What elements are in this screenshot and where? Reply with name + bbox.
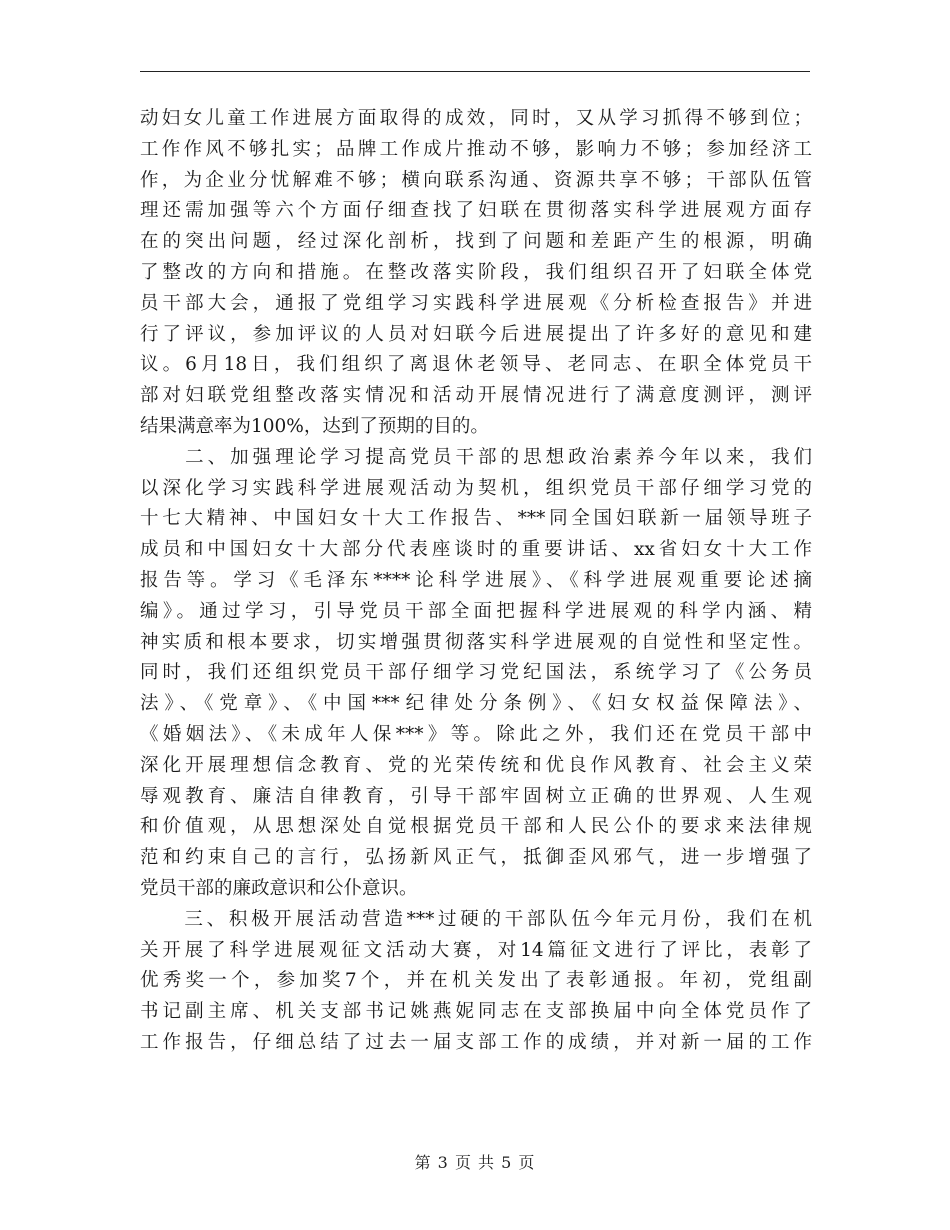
text-line: 以深化学习实践科学进展观活动为契机，组织党员干部仔细学习党的: [140, 477, 812, 499]
text-line: 在的突出问题，经过深化剖析，找到了问题和差距产生的根源，明确: [140, 231, 812, 253]
page-footer: 第 3 页 共 5 页: [414, 1153, 536, 1172]
text-line: 议。6月18日，我们组织了离退休老领导、老同志、在职全体党员干: [140, 354, 812, 376]
text-line: 二、加强理论学习提高党员干部的思想政治素养今年以来，我们: [140, 446, 812, 468]
text-line: 员干部大会，通报了党组学习实践科学进展观《分析检查报告》并进: [140, 292, 812, 314]
text-line: 作，为企业分忧解难不够；横向联系沟通、资源共享不够；干部队伍管: [140, 169, 812, 191]
text-line: 行了评议，参加评议的人员对妇联今后进展提出了许多好的意见和建: [140, 323, 812, 345]
text-line: 优秀奖一个，参加奖7个，并在机关发出了表彰通报。年初，党组副: [140, 970, 812, 992]
text-line: 了整改的方向和措施。在整改落实阶段，我们组织召开了妇联全体党: [140, 261, 812, 283]
text-line: 党员干部的廉政意识和公仆意识。: [140, 877, 418, 899]
text-line: 报告等。学习《毛泽东****论科学进展》、《科学进展观重要论述摘: [140, 569, 812, 591]
text-line: 工作报告，仔细总结了过去一届支部工作的成绩，并对新一届的工作: [140, 1031, 812, 1053]
document-body: [140, 104, 812, 1059]
text-line: 关开展了科学进展观征文活动大赛，对14篇征文进行了评比，表彰了: [140, 939, 812, 961]
text-line: 同时，我们还组织党员干部仔细学习党纪国法，系统学习了《公务员: [140, 662, 812, 684]
text-line: 法》、《党章》、《中国***纪律处分条例》、《妇女权益保障法》、: [140, 693, 812, 715]
text-line: 理还需加强等六个方面仔细查找了妇联在贯彻落实科学进展观方面存: [140, 200, 812, 222]
text-line: 十七大精神、中国妇女十大工作报告、***同全国妇联新一届领导班子: [140, 508, 812, 530]
text-line: 动妇女儿童工作进展方面取得的成效，同时，又从学习抓得不够到位；: [140, 108, 812, 129]
text-line: 三、积极开展活动营造***过硬的干部队伍今年元月份，我们在机: [140, 908, 812, 930]
text-line: 结果满意率为100%，达到了预期的目的。: [140, 415, 489, 437]
text-line: 部对妇联党组整改落实情况和活动开展情况进行了满意度测评，测评: [140, 385, 812, 407]
text-line: 书记副主席、机关支部书记姚燕妮同志在支部换届中向全体党员作了: [140, 1001, 812, 1023]
text-line: 编》。通过学习，引导党员干部全面把握科学进展观的科学内涵、精: [140, 600, 812, 622]
text-line: 工作作风不够扎实；品牌工作成片推动不够，影响力不够；参加经济工: [140, 138, 812, 160]
text-line: 神实质和根本要求，切实增强贯彻落实科学进展观的自觉性和坚定性。: [140, 631, 812, 653]
text-line: 和价值观，从思想深处自觉根据党员干部和人民公仆的要求来法律规: [140, 816, 812, 838]
text-line: 辱观教育、廉洁自律教育，引导干部牢固树立正确的世界观、人生观: [140, 785, 812, 807]
text-line: 《婚姻法》、《未成年人保***》等。除此之外，我们还在党员干部中: [140, 723, 812, 745]
text-line: 成员和中国妇女十大部分代表座谈时的重要讲话、xx省妇女十大工作: [140, 539, 812, 561]
text-line: 范和约束自己的言行，弘扬新风正气，抵御歪风邪气，进一步增强了: [140, 847, 812, 869]
header-rule: [140, 71, 810, 72]
text-line: 深化开展理想信念教育、党的光荣传统和优良作风教育、社会主义荣: [140, 754, 812, 776]
